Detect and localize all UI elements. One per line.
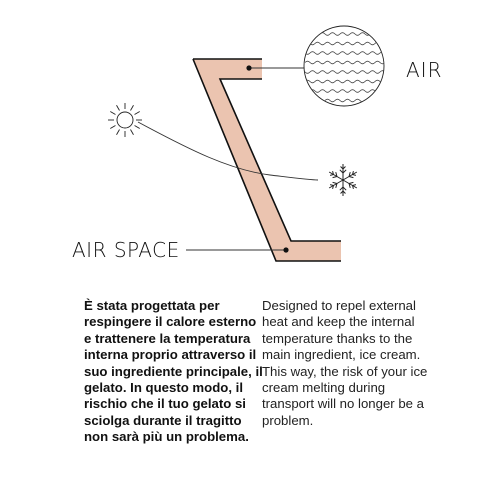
air-label: AIR (406, 58, 443, 82)
air-space-label: AIR SPACE (72, 238, 180, 262)
sun-icon (108, 103, 142, 137)
english-description: Designed to repel external heat and keep the internal temperature thanks to the main ingredient, ice cream. This way, the risk of your ice cream melting during transport will no longer be a problem. (262, 298, 428, 428)
air-sphere-icon (300, 26, 400, 106)
italian-description: È stata progettata per respingere il calore esterno e trattenere la temperatura interna proprio attraverso il suo ingrediente principale, il gelato. In questo modo, il rischio che il tuo gelato si sciolga durante il tragitto non sarà più un problema. (84, 298, 263, 445)
snowflake-icon (329, 164, 357, 196)
